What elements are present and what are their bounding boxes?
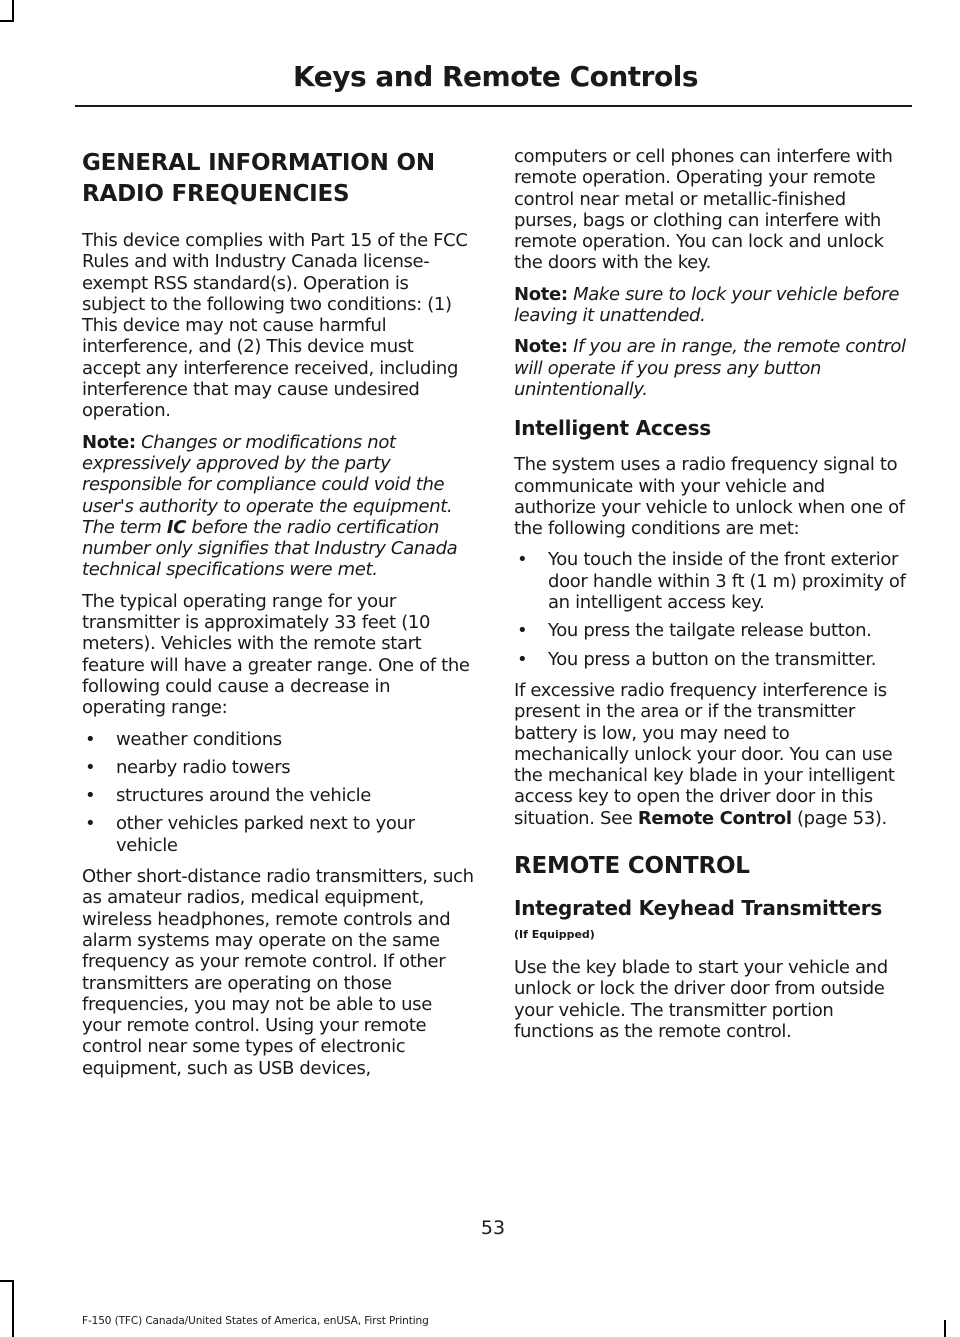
section-heading-remote-control: REMOTE CONTROL [514,853,750,880]
crop-mark [0,20,14,22]
list-item: • You press a button on the transmitter. [514,649,906,670]
list-item: • You touch the inside of the front exterior door handle within 3 ft (1 m) proximity of an intelligent access key. [514,549,906,613]
unlock-conditions-list [514,549,906,669]
section-heading-radio-frequencies: GENERAL INFORMATION ON RADIO FREQUENCIES [82,150,435,207]
ic-term: IC [166,516,187,538]
interference-paragraph: If excessive radio frequency interference is present in the area or if the transmitter battery is low, you may need to mechanically unlock your door. You can use the mechanical key blade in your intelligent access key to open the driver door in this situation. See Remote Control (page 53). [514,679,895,829]
right-column [514,146,906,1052]
subheading-keyhead-transmitters: Integrated Keyhead Transmitters [514,896,883,921]
left-column [82,146,474,1089]
crop-mark [12,1280,14,1337]
cross-reference-link[interactable]: Remote Control [637,807,792,829]
keyhead-paragraph: Use the key blade to start your vehicle and unlock or lock the driver door from outside your vehicle. The transmitter portion functions as the remote control. [514,957,888,1042]
range-factors-list [82,729,474,856]
crop-mark [12,0,14,20]
list-item: • other vehicles parked next to your vehicle [82,813,474,856]
note-label: Note: [82,431,136,453]
note-in-range: Note: If you are in range, the remote control will operate if you press any button unintentionally. [514,336,906,400]
list-item: • weather conditions [82,729,474,750]
compliance-paragraph: This device complies with Part 15 of the FCC Rules and with Industry Canada license-exempt RSS standard(s). Operation is subject to the following two conditions: (1) This device may not cause harmful interference, and (2) This device must accept any interference received, including interference that may cause undesired operation. [82,230,468,422]
intelligent-access-paragraph: The system uses a radio frequency signal to communicate with your vehicle and authorize your vehicle to unlock when one of the following conditions are met: [514,454,905,540]
edition-footer: F-150 (TFC) Canada/United States of America, enUSA, First Printing [82,1315,429,1327]
page-number: 53 [480,1217,506,1239]
crop-mark [0,1280,14,1282]
if-equipped-tag: (If Equipped) [514,928,595,942]
other-transmitters-paragraph: Other short-distance radio transmitters, such as amateur radios, medical equipment, wireless headphones, remote controls and alarm systems may operate on the same frequency as your remote control. If other transmitters are operating on those frequencies, you may not be able to use your remote control. Using your remote control near some types of electronic equipment, such as USB devices, [82,866,474,1079]
list-item: • nearby radio towers [82,757,474,778]
note-modifications: Note: Changes or modifications not expressively approved by the party responsible for compliance could void the user's authority to operate the equipment. The term IC before the radio certification number only signifies that Industry Canada technical specifications were met. [82,431,458,581]
header-rule [75,105,912,107]
operating-range-paragraph: The typical operating range for your transmitter is approximately 33 feet (10 meters). Vehicles with the remote start feature will have a greater range. One of the following could cause a decrease in operating range: [82,590,470,719]
note-lock-vehicle: Note: Make sure to lock your vehicle before leaving it unattended. [514,283,900,327]
list-item: • You press the tailgate release button. [514,620,906,641]
page-header-title: Keys and Remote Controls [293,60,698,93]
subheading-intelligent-access: Intelligent Access [514,416,711,441]
crop-mark [944,1320,946,1337]
list-item: • structures around the vehicle [82,785,474,806]
continued-paragraph: computers or cell phones can interfere with remote operation. Operating your remote control near metal or metallic-finished purses, bags or clothing can interfere with remote operation. You can lock and unlock the doors with the key. [514,146,893,274]
